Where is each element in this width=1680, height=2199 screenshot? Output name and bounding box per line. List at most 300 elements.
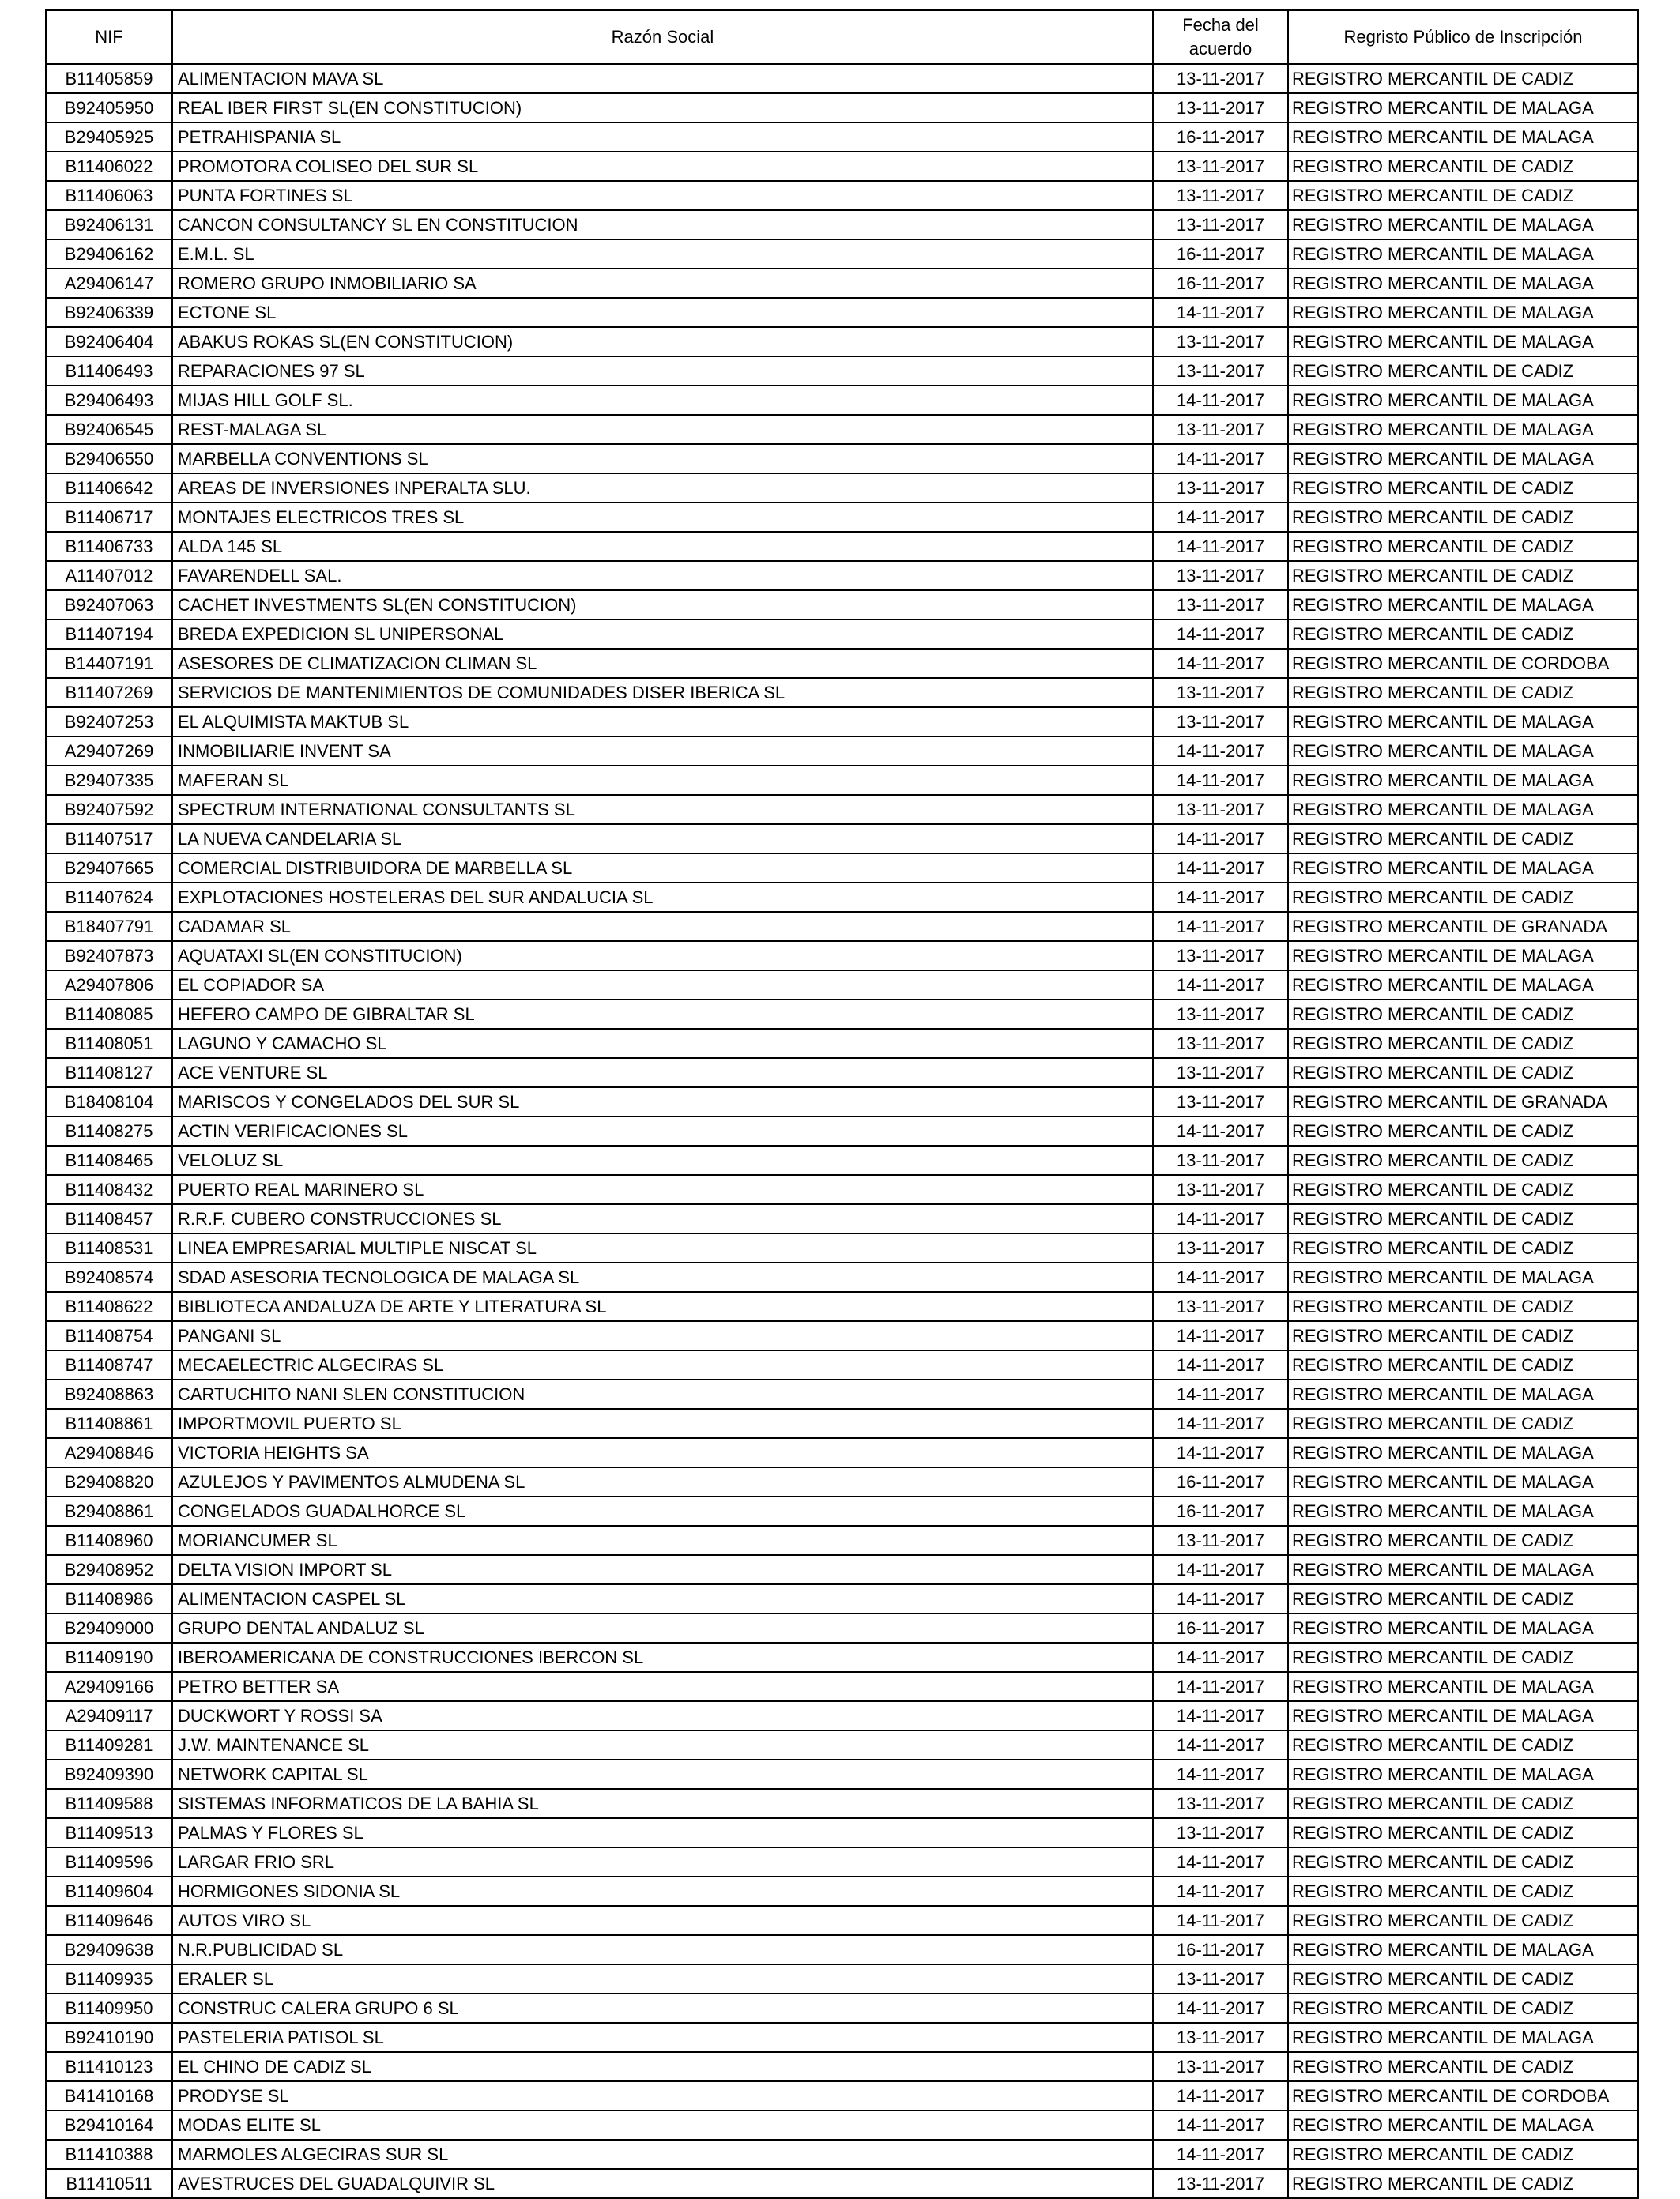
cell-nif: B29406493 xyxy=(46,386,172,415)
table-row xyxy=(46,1906,1638,1935)
cell-razon-social: PRODYSE SL xyxy=(172,2081,1153,2111)
cell-registro: REGISTRO MERCANTIL DE CADIZ xyxy=(1288,2140,1638,2169)
table-row xyxy=(46,853,1638,883)
cell-registro: REGISTRO MERCANTIL DE CADIZ xyxy=(1288,2169,1638,2198)
table-row xyxy=(46,210,1638,239)
cell-registro: REGISTRO MERCANTIL DE GRANADA xyxy=(1288,1087,1638,1116)
cell-registro: REGISTRO MERCANTIL DE MALAGA xyxy=(1288,853,1638,883)
table-row xyxy=(46,766,1638,795)
table-row xyxy=(46,1233,1638,1263)
table-row xyxy=(46,1555,1638,1584)
table-row xyxy=(46,1204,1638,1233)
cell-nif: B11408085 xyxy=(46,1000,172,1029)
table-body xyxy=(46,64,1638,2198)
cell-razon-social: COMERCIAL DISTRIBUIDORA DE MARBELLA SL xyxy=(172,853,1153,883)
cell-razon-social: AZULEJOS Y PAVIMENTOS ALMUDENA SL xyxy=(172,1467,1153,1497)
cell-nif: B18408104 xyxy=(46,1087,172,1116)
cell-fecha: 14-11-2017 xyxy=(1153,2081,1288,2111)
header-fecha-acuerdo xyxy=(1153,10,1288,64)
cell-razon-social: DELTA VISION IMPORT SL xyxy=(172,1555,1153,1584)
cell-registro: REGISTRO MERCANTIL DE CADIZ xyxy=(1288,1350,1638,1380)
cell-registro: REGISTRO MERCANTIL DE MALAGA xyxy=(1288,415,1638,444)
table-row xyxy=(46,532,1638,561)
cell-fecha: 13-11-2017 xyxy=(1153,1000,1288,1029)
cell-razon-social: ALDA 145 SL xyxy=(172,532,1153,561)
cell-fecha: 13-11-2017 xyxy=(1153,1526,1288,1555)
table-row xyxy=(46,181,1638,210)
table-row xyxy=(46,1760,1638,1789)
header-fecha-line1: Fecha del xyxy=(1182,15,1259,35)
cell-nif: B11409596 xyxy=(46,1847,172,1877)
cell-fecha: 13-11-2017 xyxy=(1153,2052,1288,2081)
cell-registro: REGISTRO MERCANTIL DE CADIZ xyxy=(1288,1321,1638,1350)
cell-fecha: 13-11-2017 xyxy=(1153,1146,1288,1175)
cell-nif: B11410123 xyxy=(46,2052,172,2081)
cell-nif: B11409604 xyxy=(46,1877,172,1906)
cell-registro: REGISTRO MERCANTIL DE CADIZ xyxy=(1288,883,1638,912)
table-row xyxy=(46,590,1638,619)
cell-registro: REGISTRO MERCANTIL DE MALAGA xyxy=(1288,941,1638,970)
cell-nif: B92406339 xyxy=(46,298,172,327)
cell-razon-social: MARMOLES ALGECIRAS SUR SL xyxy=(172,2140,1153,2169)
cell-fecha: 16-11-2017 xyxy=(1153,1467,1288,1497)
table-row xyxy=(46,152,1638,181)
cell-fecha: 13-11-2017 xyxy=(1153,415,1288,444)
cell-registro: REGISTRO MERCANTIL DE MALAGA xyxy=(1288,269,1638,298)
cell-razon-social: MIJAS HILL GOLF SL. xyxy=(172,386,1153,415)
cell-nif: B11409588 xyxy=(46,1789,172,1818)
cell-registro: REGISTRO MERCANTIL DE MALAGA xyxy=(1288,1672,1638,1701)
table-row xyxy=(46,912,1638,941)
cell-registro: REGISTRO MERCANTIL DE CADIZ xyxy=(1288,2052,1638,2081)
cell-nif: A29408846 xyxy=(46,1438,172,1467)
cell-razon-social: ACE VENTURE SL xyxy=(172,1058,1153,1087)
cell-registro: REGISTRO MERCANTIL DE MALAGA xyxy=(1288,1555,1638,1584)
cell-registro: REGISTRO MERCANTIL DE CADIZ xyxy=(1288,152,1638,181)
cell-fecha: 14-11-2017 xyxy=(1153,1906,1288,1935)
cell-razon-social: AREAS DE INVERSIONES INPERALTA SLU. xyxy=(172,473,1153,503)
cell-registro: REGISTRO MERCANTIL DE MALAGA xyxy=(1288,1760,1638,1789)
table-row xyxy=(46,707,1638,736)
table-row xyxy=(46,941,1638,970)
cell-registro: REGISTRO MERCANTIL DE MALAGA xyxy=(1288,210,1638,239)
header-razon-social: Razón Social xyxy=(172,10,1153,64)
cell-registro: REGISTRO MERCANTIL DE CORDOBA xyxy=(1288,649,1638,678)
cell-registro: REGISTRO MERCANTIL DE MALAGA xyxy=(1288,2111,1638,2140)
cell-nif: B11408861 xyxy=(46,1409,172,1438)
cell-registro: REGISTRO MERCANTIL DE MALAGA xyxy=(1288,707,1638,736)
table-row xyxy=(46,2052,1638,2081)
cell-registro: REGISTRO MERCANTIL DE CADIZ xyxy=(1288,1175,1638,1204)
cell-razon-social: N.R.PUBLICIDAD SL xyxy=(172,1935,1153,1964)
cell-fecha: 16-11-2017 xyxy=(1153,269,1288,298)
cell-fecha: 14-11-2017 xyxy=(1153,766,1288,795)
cell-nif: B11408622 xyxy=(46,1292,172,1321)
cell-registro: REGISTRO MERCANTIL DE CADIZ xyxy=(1288,1409,1638,1438)
cell-registro: REGISTRO MERCANTIL DE CADIZ xyxy=(1288,1730,1638,1760)
cell-fecha: 14-11-2017 xyxy=(1153,1672,1288,1701)
table-row xyxy=(46,2140,1638,2169)
cell-registro: REGISTRO MERCANTIL DE MALAGA xyxy=(1288,93,1638,122)
cell-razon-social: MARBELLA CONVENTIONS SL xyxy=(172,444,1153,473)
cell-registro: REGISTRO MERCANTIL DE CADIZ xyxy=(1288,1906,1638,1935)
table-row xyxy=(46,1350,1638,1380)
cell-fecha: 13-11-2017 xyxy=(1153,941,1288,970)
cell-nif: B11408127 xyxy=(46,1058,172,1087)
table-row xyxy=(46,1935,1638,1964)
cell-razon-social: EL ALQUIMISTA MAKTUB SL xyxy=(172,707,1153,736)
cell-nif: B14407191 xyxy=(46,649,172,678)
cell-nif: B11408275 xyxy=(46,1116,172,1146)
cell-razon-social: PANGANI SL xyxy=(172,1321,1153,1350)
cell-registro: REGISTRO MERCANTIL DE MALAGA xyxy=(1288,2023,1638,2052)
cell-razon-social: PETRAHISPANIA SL xyxy=(172,122,1153,152)
cell-fecha: 14-11-2017 xyxy=(1153,1321,1288,1350)
cell-razon-social: INMOBILIARIE INVENT SA xyxy=(172,736,1153,766)
cell-registro: REGISTRO MERCANTIL DE MALAGA xyxy=(1288,1263,1638,1292)
table-row xyxy=(46,736,1638,766)
header-nif: NIF xyxy=(46,10,172,64)
cell-fecha: 14-11-2017 xyxy=(1153,1116,1288,1146)
cell-registro: REGISTRO MERCANTIL DE CADIZ xyxy=(1288,561,1638,590)
cell-registro: REGISTRO MERCANTIL DE CADIZ xyxy=(1288,1847,1638,1877)
cell-nif: B11410388 xyxy=(46,2140,172,2169)
cell-nif: B92408574 xyxy=(46,1263,172,1292)
table-row xyxy=(46,795,1638,824)
cell-registro: REGISTRO MERCANTIL DE CADIZ xyxy=(1288,1058,1638,1087)
cell-nif: B11409513 xyxy=(46,1818,172,1847)
cell-nif: B92409390 xyxy=(46,1760,172,1789)
cell-registro: REGISTRO MERCANTIL DE CADIZ xyxy=(1288,473,1638,503)
cell-registro: REGISTRO MERCANTIL DE MALAGA xyxy=(1288,239,1638,269)
cell-fecha: 13-11-2017 xyxy=(1153,2023,1288,2052)
table-row xyxy=(46,93,1638,122)
table-row xyxy=(46,649,1638,678)
table-row xyxy=(46,2169,1638,2198)
cell-nif: B29406162 xyxy=(46,239,172,269)
cell-fecha: 14-11-2017 xyxy=(1153,444,1288,473)
cell-razon-social: MODAS ELITE SL xyxy=(172,2111,1153,2140)
cell-razon-social: IMPORTMOVIL PUERTO SL xyxy=(172,1409,1153,1438)
table-row xyxy=(46,1701,1638,1730)
cell-registro: REGISTRO MERCANTIL DE MALAGA xyxy=(1288,122,1638,152)
cell-registro: REGISTRO MERCANTIL DE MALAGA xyxy=(1288,590,1638,619)
table-row xyxy=(46,1409,1638,1438)
cell-fecha: 13-11-2017 xyxy=(1153,590,1288,619)
table-row xyxy=(46,64,1638,93)
cell-fecha: 14-11-2017 xyxy=(1153,1438,1288,1467)
cell-nif: B92407063 xyxy=(46,590,172,619)
cell-registro: REGISTRO MERCANTIL DE CADIZ xyxy=(1288,1789,1638,1818)
cell-fecha: 14-11-2017 xyxy=(1153,1877,1288,1906)
table-row xyxy=(46,415,1638,444)
cell-nif: B11408747 xyxy=(46,1350,172,1380)
cell-nif: B11406642 xyxy=(46,473,172,503)
cell-registro: REGISTRO MERCANTIL DE CADIZ xyxy=(1288,356,1638,386)
header-fecha-line2: acuerdo xyxy=(1188,39,1252,58)
cell-fecha: 13-11-2017 xyxy=(1153,1292,1288,1321)
table-row xyxy=(46,1818,1638,1847)
cell-razon-social: E.M.L. SL xyxy=(172,239,1153,269)
cell-nif: B29409638 xyxy=(46,1935,172,1964)
cell-fecha: 13-11-2017 xyxy=(1153,1175,1288,1204)
cell-nif: B11408754 xyxy=(46,1321,172,1350)
cell-registro: REGISTRO MERCANTIL DE CADIZ xyxy=(1288,1029,1638,1058)
cell-registro: REGISTRO MERCANTIL DE CADIZ xyxy=(1288,1146,1638,1175)
table-row xyxy=(46,1029,1638,1058)
cell-registro: REGISTRO MERCANTIL DE CORDOBA xyxy=(1288,2081,1638,2111)
cell-fecha: 13-11-2017 xyxy=(1153,707,1288,736)
cell-fecha: 13-11-2017 xyxy=(1153,1029,1288,1058)
table-row xyxy=(46,970,1638,1000)
cell-razon-social: CADAMAR SL xyxy=(172,912,1153,941)
cell-registro: REGISTRO MERCANTIL DE MALAGA xyxy=(1288,1701,1638,1730)
cell-fecha: 13-11-2017 xyxy=(1153,1087,1288,1116)
cell-razon-social: PASTELERIA PATISOL SL xyxy=(172,2023,1153,2052)
cell-fecha: 13-11-2017 xyxy=(1153,1818,1288,1847)
cell-razon-social: ASESORES DE CLIMATIZACION CLIMAN SL xyxy=(172,649,1153,678)
table-row xyxy=(46,2111,1638,2140)
cell-fecha: 13-11-2017 xyxy=(1153,64,1288,93)
table-row xyxy=(46,2081,1638,2111)
cell-nif: A29407806 xyxy=(46,970,172,1000)
cell-registro: REGISTRO MERCANTIL DE MALAGA xyxy=(1288,1380,1638,1409)
cell-registro: REGISTRO MERCANTIL DE CADIZ xyxy=(1288,678,1638,707)
cell-fecha: 14-11-2017 xyxy=(1153,2111,1288,2140)
cell-registro: REGISTRO MERCANTIL DE CADIZ xyxy=(1288,64,1638,93)
cell-razon-social: SPECTRUM INTERNATIONAL CONSULTANTS SL xyxy=(172,795,1153,824)
cell-fecha: 13-11-2017 xyxy=(1153,152,1288,181)
cell-registro: REGISTRO MERCANTIL DE CADIZ xyxy=(1288,1643,1638,1672)
cell-fecha: 14-11-2017 xyxy=(1153,1584,1288,1613)
cell-registro: REGISTRO MERCANTIL DE CADIZ xyxy=(1288,1292,1638,1321)
cell-nif: B11410511 xyxy=(46,2169,172,2198)
cell-razon-social: ECTONE SL xyxy=(172,298,1153,327)
cell-fecha: 14-11-2017 xyxy=(1153,883,1288,912)
cell-fecha: 16-11-2017 xyxy=(1153,1497,1288,1526)
table-row xyxy=(46,122,1638,152)
cell-registro: REGISTRO MERCANTIL DE MALAGA xyxy=(1288,766,1638,795)
table-row xyxy=(46,1467,1638,1497)
cell-razon-social: AQUATAXI SL(EN CONSTITUCION) xyxy=(172,941,1153,970)
cell-nif: B11408465 xyxy=(46,1146,172,1175)
cell-razon-social: CANCON CONSULTANCY SL EN CONSTITUCION xyxy=(172,210,1153,239)
cell-razon-social: EL COPIADOR SA xyxy=(172,970,1153,1000)
cell-razon-social: EL CHINO DE CADIZ SL xyxy=(172,2052,1153,2081)
cell-razon-social: REST-MALAGA SL xyxy=(172,415,1153,444)
cell-fecha: 14-11-2017 xyxy=(1153,1760,1288,1789)
cell-fecha: 14-11-2017 xyxy=(1153,1380,1288,1409)
cell-nif: B11407517 xyxy=(46,824,172,853)
cell-registro: REGISTRO MERCANTIL DE MALAGA xyxy=(1288,1438,1638,1467)
cell-nif: A29409117 xyxy=(46,1701,172,1730)
cell-razon-social: AVESTRUCES DEL GUADALQUIVIR SL xyxy=(172,2169,1153,2198)
table-row xyxy=(46,1058,1638,1087)
cell-fecha: 14-11-2017 xyxy=(1153,824,1288,853)
cell-razon-social: PUERTO REAL MARINERO SL xyxy=(172,1175,1153,1204)
table-row xyxy=(46,386,1638,415)
cell-nif: B11408960 xyxy=(46,1526,172,1555)
cell-registro: REGISTRO MERCANTIL DE CADIZ xyxy=(1288,824,1638,853)
table-row xyxy=(46,561,1638,590)
table-row xyxy=(46,1146,1638,1175)
table-header-row xyxy=(46,10,1638,64)
table-row xyxy=(46,619,1638,649)
cell-fecha: 13-11-2017 xyxy=(1153,210,1288,239)
cell-registro: REGISTRO MERCANTIL DE CADIZ xyxy=(1288,1964,1638,1994)
cell-nif: B18407791 xyxy=(46,912,172,941)
cell-nif: B11409281 xyxy=(46,1730,172,1760)
table-row xyxy=(46,1613,1638,1643)
cell-fecha: 13-11-2017 xyxy=(1153,795,1288,824)
cell-fecha: 16-11-2017 xyxy=(1153,1613,1288,1643)
cell-nif: B11406493 xyxy=(46,356,172,386)
table-row xyxy=(46,1292,1638,1321)
cell-nif: B11407624 xyxy=(46,883,172,912)
cell-razon-social: DUCKWORT Y ROSSI SA xyxy=(172,1701,1153,1730)
table-row xyxy=(46,1730,1638,1760)
table-row xyxy=(46,1964,1638,1994)
cell-fecha: 16-11-2017 xyxy=(1153,239,1288,269)
cell-nif: B41410168 xyxy=(46,2081,172,2111)
cell-nif: B92408863 xyxy=(46,1380,172,1409)
header-registro: Regristo Público de Inscripción xyxy=(1288,10,1638,64)
cell-registro: REGISTRO MERCANTIL DE CADIZ xyxy=(1288,1818,1638,1847)
cell-razon-social: CONGELADOS GUADALHORCE SL xyxy=(172,1497,1153,1526)
cell-nif: B29405925 xyxy=(46,122,172,152)
cell-razon-social: PALMAS Y FLORES SL xyxy=(172,1818,1153,1847)
cell-fecha: 14-11-2017 xyxy=(1153,1263,1288,1292)
cell-nif: B11408457 xyxy=(46,1204,172,1233)
table-row xyxy=(46,1116,1638,1146)
cell-registro: REGISTRO MERCANTIL DE MALAGA xyxy=(1288,444,1638,473)
cell-registro: REGISTRO MERCANTIL DE CADIZ xyxy=(1288,503,1638,532)
cell-registro: REGISTRO MERCANTIL DE CADIZ xyxy=(1288,1233,1638,1263)
cell-razon-social: MECAELECTRIC ALGECIRAS SL xyxy=(172,1350,1153,1380)
cell-fecha: 13-11-2017 xyxy=(1153,678,1288,707)
table-row xyxy=(46,239,1638,269)
cell-nif: B11409190 xyxy=(46,1643,172,1672)
cell-nif: B29407665 xyxy=(46,853,172,883)
cell-registro: REGISTRO MERCANTIL DE CADIZ xyxy=(1288,181,1638,210)
cell-fecha: 14-11-2017 xyxy=(1153,1701,1288,1730)
cell-nif: B11405859 xyxy=(46,64,172,93)
cell-registro: REGISTRO MERCANTIL DE GRANADA xyxy=(1288,912,1638,941)
table-row xyxy=(46,1380,1638,1409)
cell-razon-social: BIBLIOTECA ANDALUZA DE ARTE Y LITERATURA SL xyxy=(172,1292,1153,1321)
cell-nif: B11407269 xyxy=(46,678,172,707)
cell-razon-social: MARISCOS Y CONGELADOS DEL SUR SL xyxy=(172,1087,1153,1116)
table-row xyxy=(46,444,1638,473)
cell-fecha: 14-11-2017 xyxy=(1153,532,1288,561)
cell-fecha: 14-11-2017 xyxy=(1153,2140,1288,2169)
table-row xyxy=(46,1847,1638,1877)
cell-registro: REGISTRO MERCANTIL DE MALAGA xyxy=(1288,1935,1638,1964)
cell-nif: B11408531 xyxy=(46,1233,172,1263)
cell-razon-social: VELOLUZ SL xyxy=(172,1146,1153,1175)
cell-razon-social: SISTEMAS INFORMATICOS DE LA BAHIA SL xyxy=(172,1789,1153,1818)
table-row xyxy=(46,1175,1638,1204)
cell-registro: REGISTRO MERCANTIL DE CADIZ xyxy=(1288,619,1638,649)
cell-razon-social: LINEA EMPRESARIAL MULTIPLE NISCAT SL xyxy=(172,1233,1153,1263)
table-row xyxy=(46,1321,1638,1350)
cell-registro: REGISTRO MERCANTIL DE CADIZ xyxy=(1288,1526,1638,1555)
cell-fecha: 14-11-2017 xyxy=(1153,1994,1288,2023)
cell-fecha: 13-11-2017 xyxy=(1153,561,1288,590)
cell-fecha: 13-11-2017 xyxy=(1153,473,1288,503)
cell-razon-social: BREDA EXPEDICION SL UNIPERSONAL xyxy=(172,619,1153,649)
cell-nif: B11406733 xyxy=(46,532,172,561)
cell-nif: B29407335 xyxy=(46,766,172,795)
cell-razon-social: CACHET INVESTMENTS SL(EN CONSTITUCION) xyxy=(172,590,1153,619)
cell-nif: B29408861 xyxy=(46,1497,172,1526)
cell-nif: B29408820 xyxy=(46,1467,172,1497)
table-row xyxy=(46,298,1638,327)
cell-razon-social: CARTUCHITO NANI SLEN CONSTITUCION xyxy=(172,1380,1153,1409)
cell-nif: B29410164 xyxy=(46,2111,172,2140)
cell-razon-social: HORMIGONES SIDONIA SL xyxy=(172,1877,1153,1906)
table-row xyxy=(46,824,1638,853)
cell-razon-social: AUTOS VIRO SL xyxy=(172,1906,1153,1935)
cell-registro: REGISTRO MERCANTIL DE CADIZ xyxy=(1288,1204,1638,1233)
cell-fecha: 13-11-2017 xyxy=(1153,93,1288,122)
table-row xyxy=(46,269,1638,298)
cell-razon-social: PUNTA FORTINES SL xyxy=(172,181,1153,210)
cell-nif: B29408952 xyxy=(46,1555,172,1584)
cell-razon-social: ALIMENTACION CASPEL SL xyxy=(172,1584,1153,1613)
cell-nif: B11407194 xyxy=(46,619,172,649)
cell-razon-social: SDAD ASESORIA TECNOLOGICA DE MALAGA SL xyxy=(172,1263,1153,1292)
cell-nif: B11408986 xyxy=(46,1584,172,1613)
cell-fecha: 14-11-2017 xyxy=(1153,736,1288,766)
cell-registro: REGISTRO MERCANTIL DE CADIZ xyxy=(1288,1000,1638,1029)
cell-fecha: 14-11-2017 xyxy=(1153,386,1288,415)
cell-razon-social: MONTAJES ELECTRICOS TRES SL xyxy=(172,503,1153,532)
cell-nif: B11409950 xyxy=(46,1994,172,2023)
cell-nif: B11406063 xyxy=(46,181,172,210)
cell-razon-social: HEFERO CAMPO DE GIBRALTAR SL xyxy=(172,1000,1153,1029)
cell-fecha: 14-11-2017 xyxy=(1153,1847,1288,1877)
table-row xyxy=(46,678,1638,707)
table-row xyxy=(46,1877,1638,1906)
cell-registro: REGISTRO MERCANTIL DE MALAGA xyxy=(1288,298,1638,327)
cell-nif: B92406545 xyxy=(46,415,172,444)
cell-fecha: 13-11-2017 xyxy=(1153,1233,1288,1263)
cell-registro: REGISTRO MERCANTIL DE MALAGA xyxy=(1288,1613,1638,1643)
cell-fecha: 13-11-2017 xyxy=(1153,1789,1288,1818)
cell-registro: REGISTRO MERCANTIL DE MALAGA xyxy=(1288,1497,1638,1526)
cell-fecha: 14-11-2017 xyxy=(1153,619,1288,649)
table-row xyxy=(46,356,1638,386)
cell-fecha: 16-11-2017 xyxy=(1153,122,1288,152)
cell-registro: REGISTRO MERCANTIL DE CADIZ xyxy=(1288,532,1638,561)
cell-razon-social: REAL IBER FIRST SL(EN CONSTITUCION) xyxy=(172,93,1153,122)
table-row xyxy=(46,1643,1638,1672)
cell-fecha: 14-11-2017 xyxy=(1153,1555,1288,1584)
cell-fecha: 14-11-2017 xyxy=(1153,298,1288,327)
table-row xyxy=(46,473,1638,503)
cell-razon-social: ERALER SL xyxy=(172,1964,1153,1994)
cell-registro: REGISTRO MERCANTIL DE MALAGA xyxy=(1288,970,1638,1000)
cell-fecha: 14-11-2017 xyxy=(1153,912,1288,941)
cell-fecha: 14-11-2017 xyxy=(1153,649,1288,678)
table-row xyxy=(46,883,1638,912)
cell-razon-social: VICTORIA HEIGHTS SA xyxy=(172,1438,1153,1467)
cell-razon-social: LAGUNO Y CAMACHO SL xyxy=(172,1029,1153,1058)
cell-nif: B11406717 xyxy=(46,503,172,532)
cell-razon-social: ACTIN VERIFICACIONES SL xyxy=(172,1116,1153,1146)
table-row xyxy=(46,1263,1638,1292)
